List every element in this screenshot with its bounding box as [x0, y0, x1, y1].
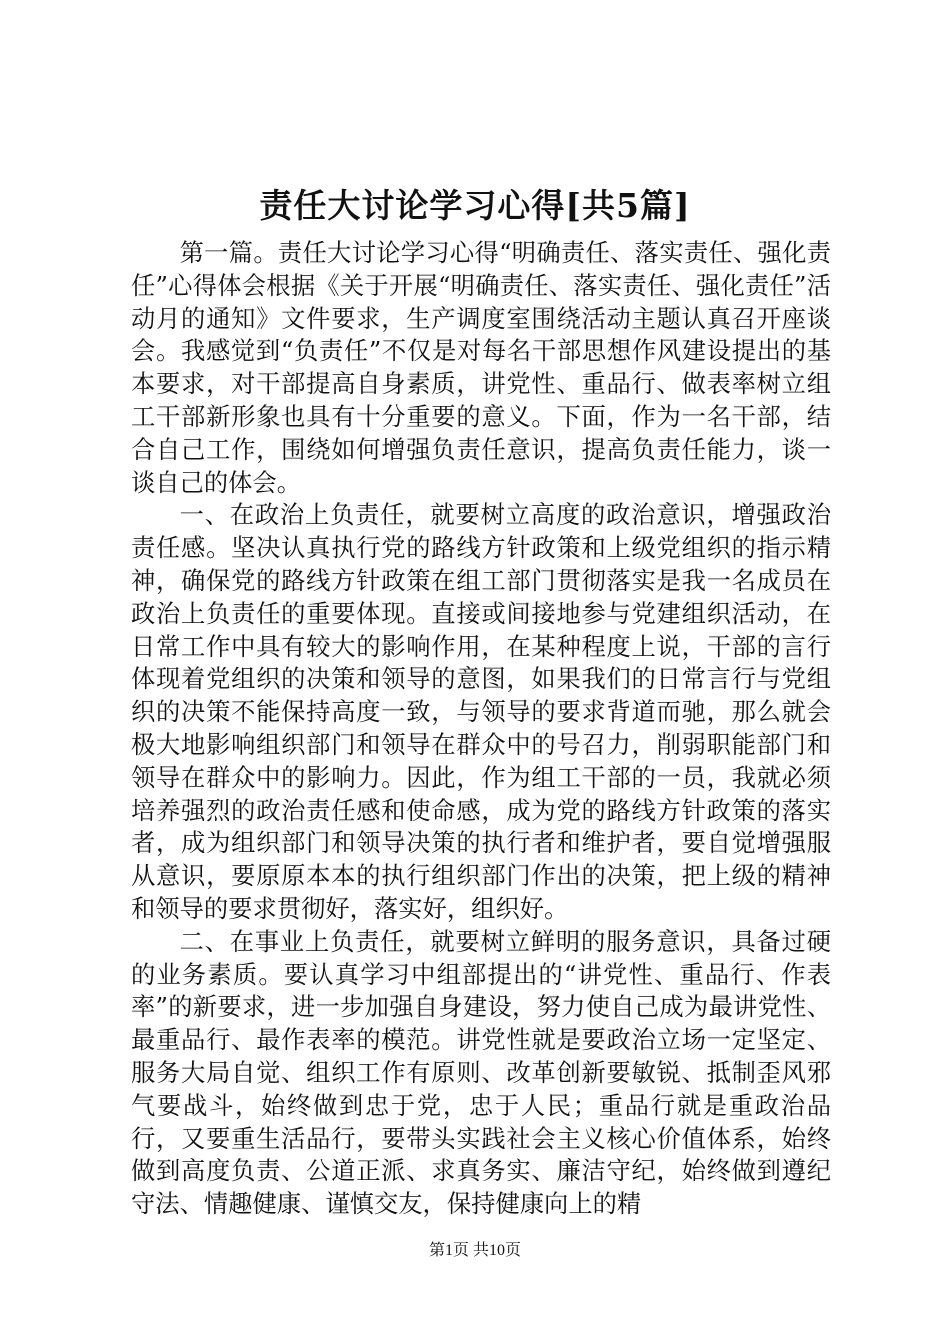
document-body [131, 237, 831, 1221]
document-title: 责任大讨论学习心得[共5篇] [259, 186, 691, 225]
page-number-footer: 第1页 共10页 [428, 1242, 521, 1259]
paragraph-2: 一、在政治上负责任，就要树立高度的政治意识，增强政治责任感。坚决认真执行党的路线方针政策和上级党组织的指示精神，确保党的路线方针政策在组工部门贯彻落实是我一名成员在政治上负责任的重要体现。直接或间接地参与党建组织活动，在日常工作中具有较大的影响作用，在某种程度上说，干部的言行体现着党组织的决策和领导的意图，如果我们的日常言行与党组织的决策不能保持高度一致，与领导的要求背道而驰，那么就会极大地影响组织部门和领导在群众中的号召力，削弱职能部门和领导在群众中的影响力。因此，作为组工干部的一员，我就必须培养强烈的政治责任感和使命感，成为党的路线方针政策的落实者，成为组织部门和领导决策的执行者和维护者，要自觉增强服从意识，要原原本本的执行组织部门作出的决策，把上级的精神和领导的要求贯彻好，落实好，组织好。 [131, 500, 831, 923]
paragraph-1: 第一篇。责任大讨论学习心得“明确责任、落实责任、强化责任”心得体会根据《关于开展“明确责任、落实责任、强化责任”活动月的通知》文件要求，生产调度室围绕活动主题认真召开座谈会。我感觉到“负责任”不仅是对每名干部思想作风建设提出的基本要求，对干部提高自身素质，讲党性、重品行、做表率树立组工干部新形象也具有十分重要的意义。下面，作为一名干部，结合自己工作，围绕如何增强负责任意识，提高负责任能力，谈一谈自己的体会。 [131, 238, 831, 497]
paragraph-3: 二、在事业上负责任，就要树立鲜明的服务意识，具备过硬的业务素质。要认真学习中组部提出的“讲党性、重品行、作表率”的新要求，进一步加强自身建设，努力使自己成为最讲党性、最重品行、最作表率的模范。讲党性就是要政治立场一定坚定、服务大局自觉、组织工作有原则、改革创新要敏锐、抵制歪风邪气要战斗，始终做到忠于党，忠于人民；重品行就是重政治品行，又要重生活品行，要带头实践社会主义核心价值体系，始终做到高度负责、公道正派、求真务实、廉洁守纪，始终做到遵纪守法、情趣健康、谨慎交友，保持健康向上的精 [131, 926, 831, 1219]
